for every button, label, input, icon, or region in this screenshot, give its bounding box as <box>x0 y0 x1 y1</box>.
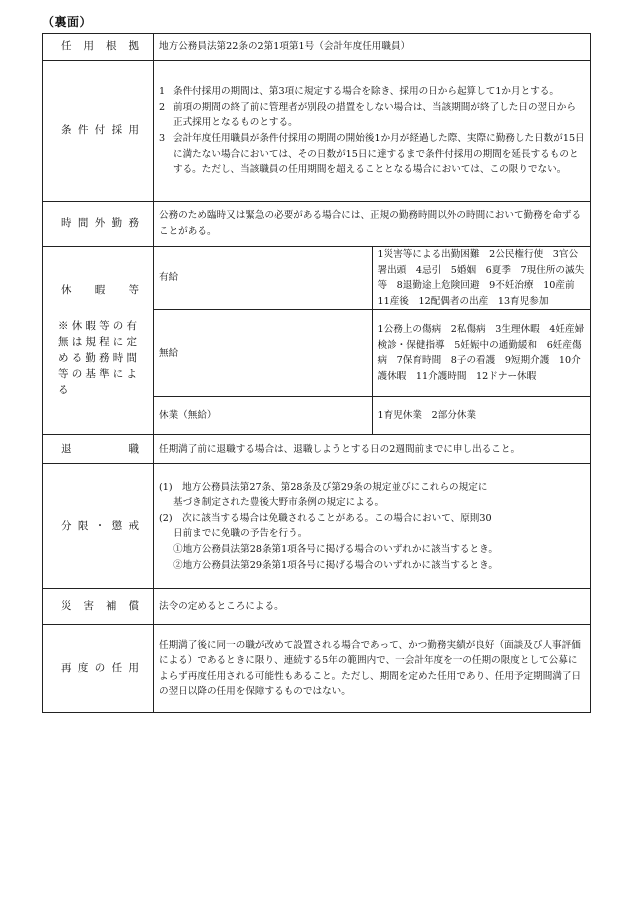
basis-text: 地方公務員法第22条の2第1項第1号（会計年度任用職員） <box>154 34 591 61</box>
suspension-label: 休業（無給） <box>154 397 373 435</box>
leave-note: ※休暇等の有無は規程に定める勤務時間等の基準による <box>58 320 138 397</box>
suspension-text: 1育児休業 2部分休業 <box>372 397 591 435</box>
row-reappointment <box>43 625 591 713</box>
row-retirement <box>43 435 591 464</box>
label-probation: 条 件 付 採 用 <box>43 61 154 202</box>
label-retirement: 退 職 <box>43 435 154 464</box>
employment-terms-table <box>42 33 591 713</box>
discipline-line-3: (2) 次に該当する場合は免職されることがある。この場合において、原則30 <box>159 512 492 524</box>
row-probation <box>43 61 591 202</box>
label-overtime: 時 間 外 勤 務 <box>43 202 154 247</box>
discipline-line-2: 基づき制定された豊後大野市条例の規定による。 <box>173 497 385 509</box>
discipline-line-4: 日前までに免職の予告を行う。 <box>173 528 308 540</box>
row-compensation <box>43 589 591 625</box>
label-leave: 休 暇 等 ※休暇等の有無は規程に定める勤務時間等の基準による <box>43 247 154 435</box>
discipline-content <box>154 464 591 589</box>
page-heading: （裏面） <box>42 15 93 29</box>
label-basis: 任 用 根 拠 <box>43 34 154 61</box>
label-compensation: 災 害 補 償 <box>43 589 154 625</box>
row-basis <box>43 34 591 61</box>
label-reappointment: 再 度 の 任 用 <box>43 625 154 713</box>
discipline-line-6: ②地方公務員法第29条第1項各号に掲げる場合のいずれかに該当するとき。 <box>173 559 498 571</box>
discipline-line-1: (1) 地方公務員法第27条、第28条及び第29条の規定並びにこれらの規定に <box>159 481 488 493</box>
compensation-text: 法令の定めるところによる。 <box>154 589 591 625</box>
row-overtime <box>43 202 591 247</box>
probation-item-2: 2 前項の期間の終了前に管理者が別段の措置をしない場合は、当該期間が終了した日の翌日から正式採用となるものとする。 <box>159 101 576 129</box>
paid-leave-text: 1災害等による出勤困難 2公民権行使 3官公署出頭 4忌引 5婚姻 6夏季 7現住所の滅失等 8退勤途上危険回避 9不妊治療 10産前 11産後 12配偶者の出産 13育児参加 <box>372 247 591 310</box>
probation-item-3: 3 会計年度任用職員が条件付採用の期間の開始後1か月が経過した際、実際に勤務した日数が15日に満たない場合においては、その日数が15日に達するまで条件付採用の期間を延長するものとする。ただし、当該職員の任用期間を超えることとなる場合においては、この限りでない。 <box>159 133 585 176</box>
unpaid-leave-text: 1公務上の傷病 2私傷病 3生理休暇 4妊産婦検診・保健指導 5妊娠中の通勤緩和 6妊産傷病 7保育時間 8子の看護 9短期介護 10介護休暇 11介護時間 12ドナー休暇 <box>372 310 591 397</box>
unpaid-label: 無給 <box>154 310 373 397</box>
probation-content <box>154 61 591 202</box>
overtime-text: 公務のため臨時又は緊急の必要がある場合には、正規の勤務時間以外の時間において勤務を命ずることがある。 <box>154 202 591 247</box>
label-discipline: 分 限 ・ 懲 戒 <box>43 464 154 589</box>
retirement-text: 任期満了前に退職する場合は、退職しようとする日の2週間前までに申し出ること。 <box>154 435 591 464</box>
paid-label: 有給 <box>154 247 373 310</box>
discipline-line-5: ①地方公務員法第28条第1項各号に掲げる場合のいずれかに該当するとき。 <box>173 543 498 555</box>
probation-item-1: 1 条件付採用の期間は、第3項に規定する場合を除き、採用の日から起算して1か月とする。 <box>159 86 559 98</box>
reappointment-text: 任期満了後に同一の職が改めて設置される場合であって、かつ勤務実績が良好（面談及び人事評価による）であるときに限り、連続する5年の範囲内で、一会計年度を一の任期の限度として公募によらず再度任用される可能性もあること。ただし、期間を定めた任用であり、任用予定期間満了日の翌日以降の任用を保障するものではない。 <box>154 625 591 713</box>
row-leave-paid <box>43 247 591 310</box>
row-discipline <box>43 464 591 589</box>
